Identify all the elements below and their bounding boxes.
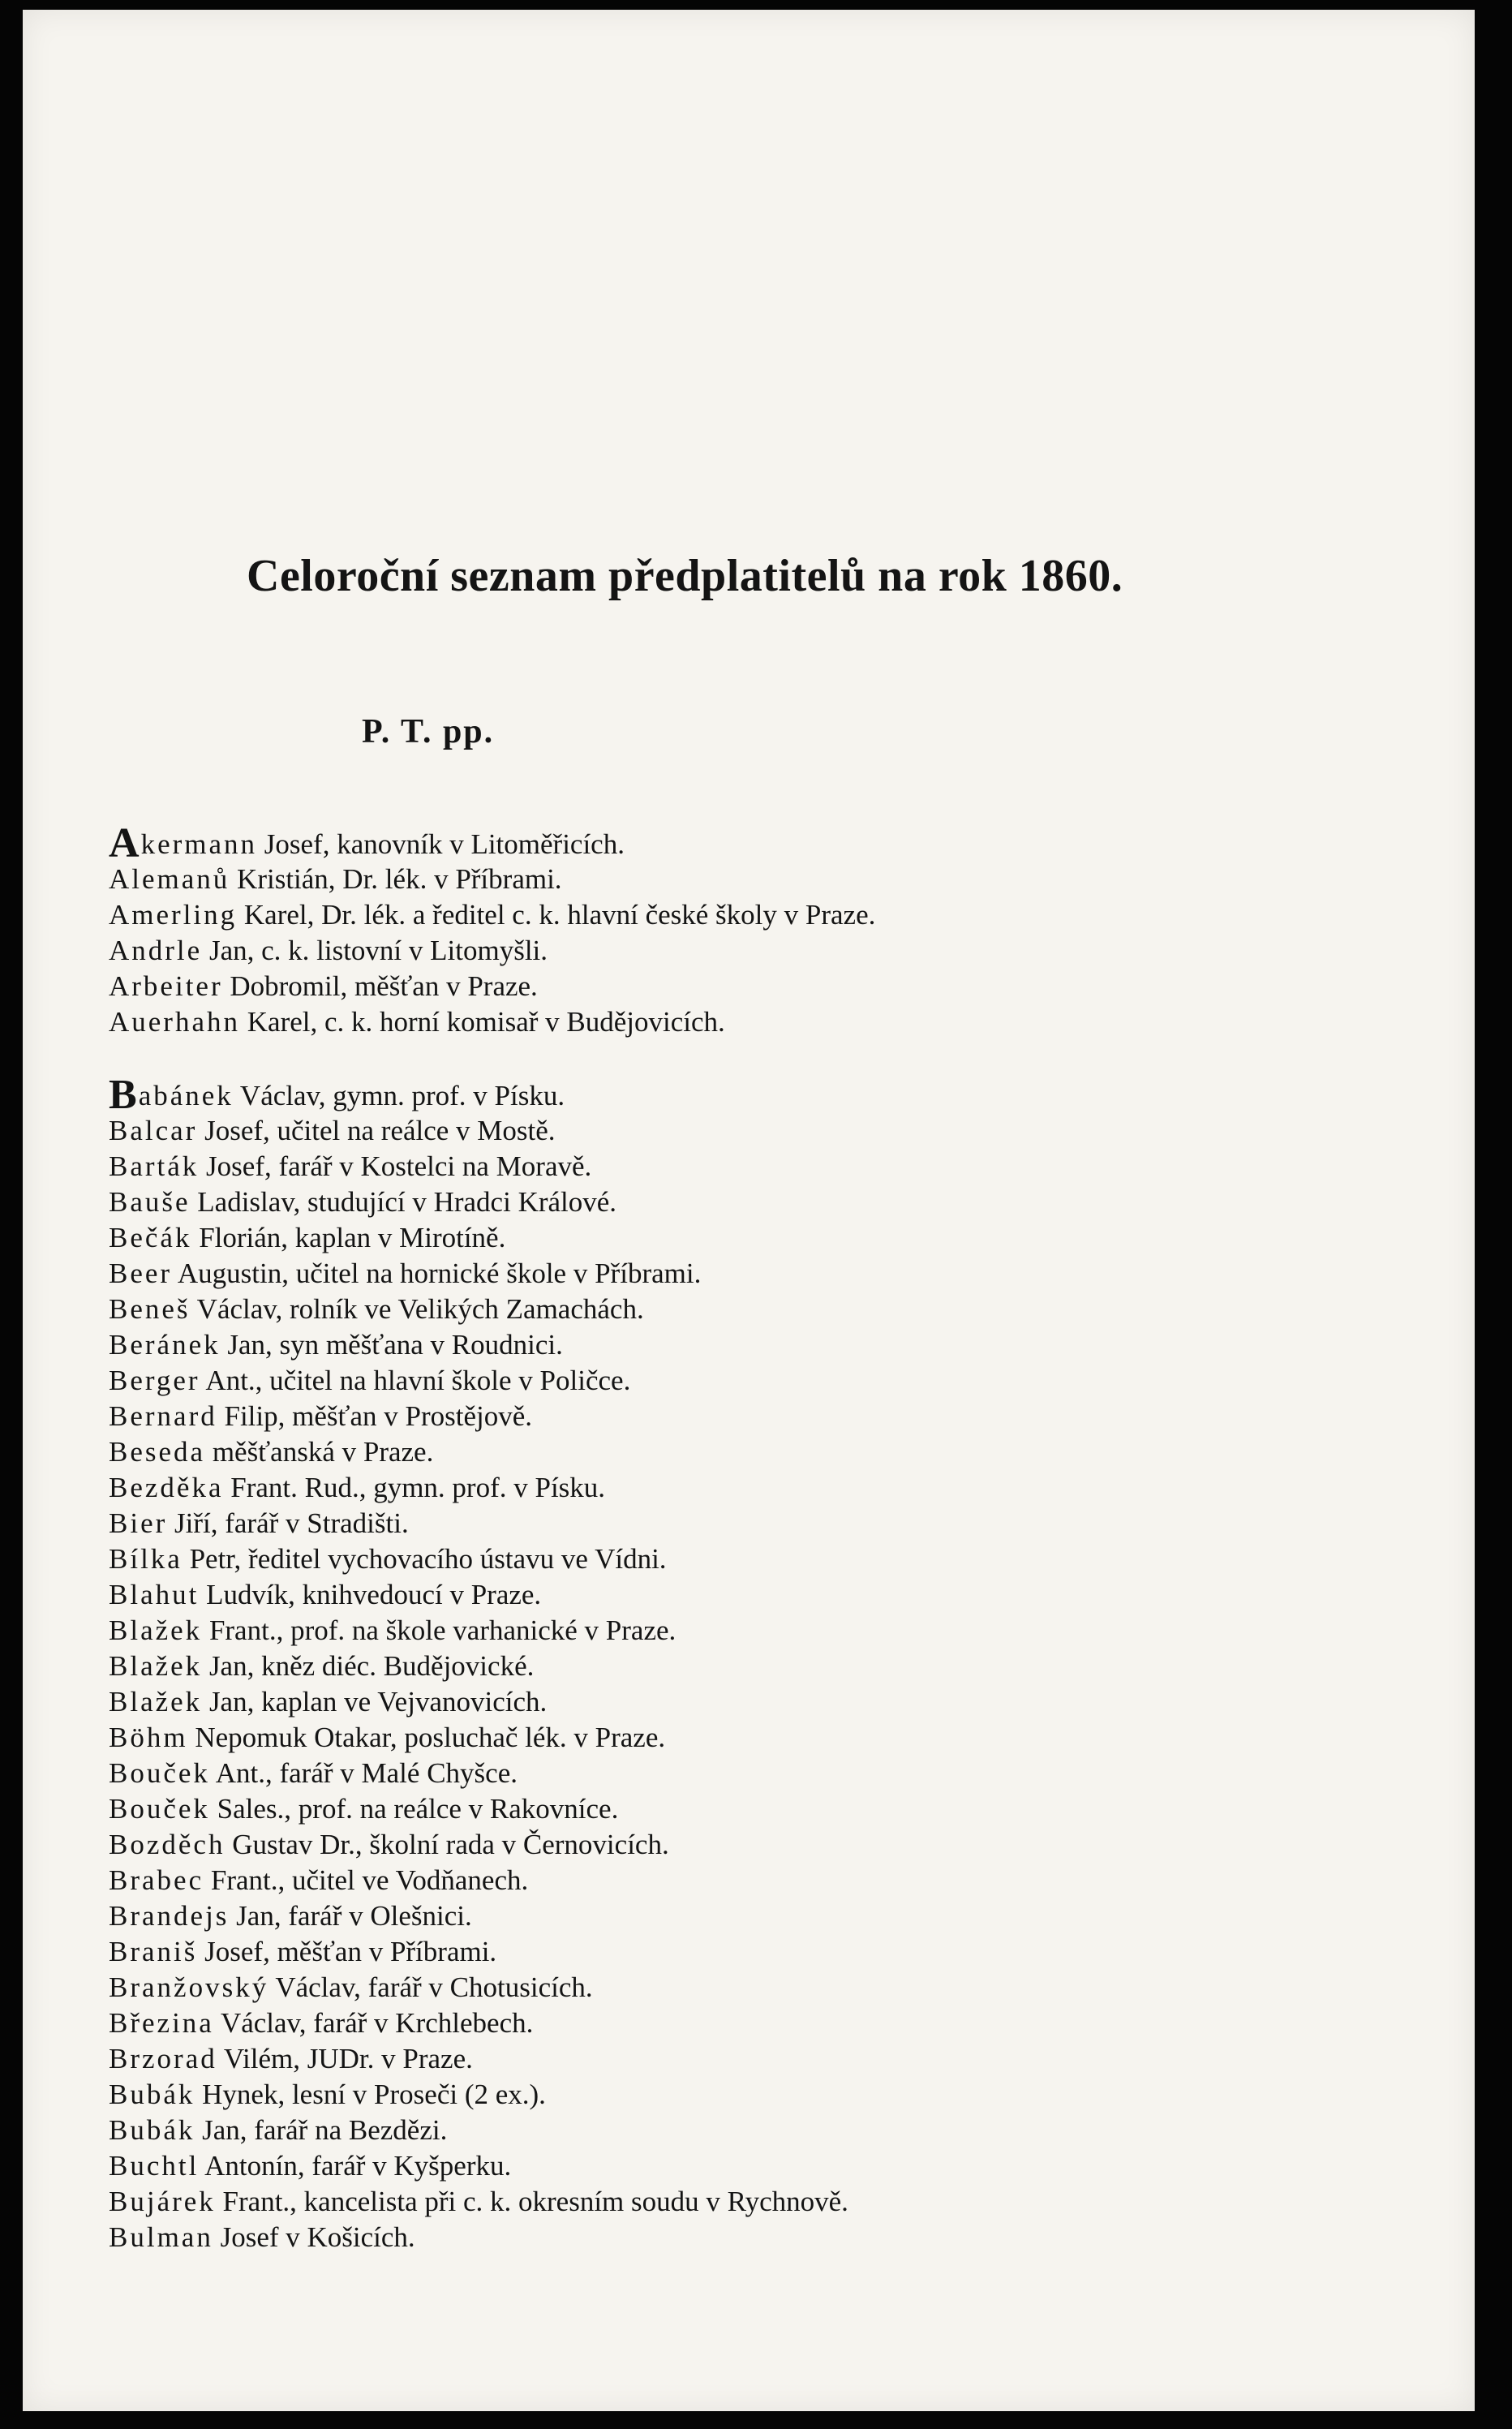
entry-details: Ludvík, knihvedoucí v Praze. [199, 1579, 542, 1610]
list-item [109, 1327, 563, 1363]
surname: Bulman [109, 2221, 213, 2253]
entry-details: Hynek, lesní v Proseči (2 ex.). [195, 2079, 546, 2110]
entry-details: Václav, rolník ve Velikých Zamachách. [190, 1293, 644, 1325]
list-item [109, 1184, 616, 1220]
surname: Beneš [109, 1293, 191, 1325]
entry-details: Josef, měšťan v Příbrami. [197, 1936, 497, 1967]
list-item [109, 1577, 541, 1613]
entry-details: Jiří, farář v Stradišti. [167, 1507, 409, 1539]
list-item [109, 1220, 505, 1256]
list-item [109, 1470, 605, 1506]
list-item [109, 969, 538, 1004]
list-item [109, 1649, 534, 1684]
list-item [109, 1292, 644, 1327]
entry-details: Frant. Rud., gymn. prof. v Písku. [223, 1472, 606, 1503]
entry-details: Jan, c. k. listovní v Litomyšli. [202, 935, 548, 966]
surname: Bouček [109, 1793, 210, 1825]
surname: Barták [109, 1150, 200, 1182]
list-item [109, 1149, 591, 1184]
surname: Andrle [109, 935, 203, 966]
list-item [109, 1399, 532, 1434]
section-initial-b: B [109, 1072, 137, 1118]
list-item [109, 2220, 415, 2255]
list-item [109, 862, 562, 897]
entry-details: Ant., učitel na hlavní škole v Poličce. [200, 1365, 631, 1396]
list-item [109, 1113, 556, 1149]
surname: Brabec [109, 1864, 204, 1896]
surname: Blažek [109, 1614, 203, 1646]
list-item [109, 820, 625, 866]
entry-details: Václav, farář v Krchlebech. [213, 2007, 534, 2039]
surname: Alemanů [109, 863, 230, 895]
entry-details: Gustav Dr., školní rada v Černovicích. [225, 1829, 669, 1860]
list-item [109, 1863, 528, 1898]
list-item [109, 1791, 618, 1827]
entry-details: Jan, farář v Olešnici. [229, 1900, 472, 1932]
entry-details: Jan, kaplan ve Vejvanovicích. [202, 1686, 548, 1717]
list-item [109, 2041, 473, 2077]
entry-details: Josef, farář v Kostelci na Moravě. [199, 1150, 592, 1182]
entry-details: Sales., prof. na reálce v Rakovníce. [209, 1793, 619, 1825]
surname: Berger [109, 1365, 200, 1396]
list-item [109, 1613, 676, 1649]
scanned-page [23, 10, 1475, 2411]
surname: Březina [109, 2007, 214, 2039]
list-item [109, 1434, 433, 1470]
section-initial-a: A [109, 820, 140, 866]
list-item [109, 1363, 630, 1399]
entry-details: Karel, c. k. horní komisař v Budějovicích. [240, 1006, 725, 1038]
surname: Böhm [109, 1722, 188, 1753]
list-item [109, 2113, 447, 2148]
surname: Bílka [109, 1543, 183, 1575]
surname: Bečák [109, 1222, 192, 1253]
list-item [109, 1934, 496, 1970]
surname: Bujárek [109, 2186, 216, 2217]
surname: Bier [109, 1507, 168, 1539]
list-item [109, 1256, 701, 1292]
surname: Auerhahn [109, 1006, 241, 1038]
list-item [109, 1720, 665, 1756]
surname: Beer [109, 1257, 173, 1289]
list-item [109, 1004, 725, 1040]
list-item [109, 1898, 472, 1934]
entry-details: Kristián, Dr. lék. v Příbrami. [230, 863, 562, 895]
surname: Brandejs [109, 1900, 230, 1932]
entry-details: Josef, učitel na reálce v Mostě. [197, 1115, 556, 1146]
surname: Braniš [109, 1936, 198, 1967]
entry-details: Frant., kancelista při c. k. okresním soudu v Rychnově. [215, 2186, 848, 2217]
surname: Beseda [109, 1436, 206, 1468]
surname: Bubák [109, 2114, 195, 2146]
surname: Beránek [109, 1329, 221, 1361]
entry-details: Frant., prof. na škole varhanické v Praze. [202, 1614, 677, 1646]
list-item [109, 1541, 667, 1577]
list-item [109, 1970, 593, 2006]
entry-details: Jan, farář na Bezdězi. [195, 2114, 448, 2146]
list-item [109, 1827, 669, 1863]
list-item [109, 897, 875, 933]
list-item [109, 1506, 409, 1541]
page-header [23, 10, 1475, 29]
entry-details: Augustin, učitel na hornické škole v Příbrami. [172, 1257, 702, 1289]
surname: Bernard [109, 1400, 217, 1432]
entry-details: měšťanská v Praze. [205, 1436, 434, 1468]
page-title: Celoroční seznam předplatitelů na rok 1860. [247, 550, 1123, 601]
entry-details: Václav, gymn. prof. v Písku. [233, 1080, 565, 1111]
surname: abánek [138, 1080, 234, 1111]
surname: Brzorad [109, 2043, 217, 2074]
surname: Bauše [109, 1186, 191, 1218]
entry-details: Jan, kněz diéc. Budějovické. [202, 1650, 535, 1682]
entry-details: Jan, syn měšťana v Roudnici. [220, 1329, 563, 1361]
entry-details: Frant., učitel ve Vodňanech. [204, 1864, 529, 1896]
entry-details: Ladislav, studující v Hradci Králové. [190, 1186, 617, 1218]
surname: Amerling [109, 899, 238, 931]
entry-details: Vilém, JUDr. v Praze. [217, 2043, 473, 2074]
entry-details: Ant., farář v Malé Chyšce. [209, 1757, 518, 1789]
list-item [109, 1756, 518, 1791]
surname: Bezděka [109, 1472, 224, 1503]
entry-details: Karel, Dr. lék. a ředitel c. k. hlavní české školy v Praze. [237, 899, 876, 931]
entry-details: Antonín, farář v Kyšperku. [199, 2150, 512, 2182]
entry-details: Florián, kaplan v Mirotíně. [191, 1222, 506, 1253]
surname: Bouček [109, 1757, 210, 1789]
surname: Arbeiter [109, 970, 223, 1002]
list-item [109, 1684, 547, 1720]
list-item [109, 2148, 511, 2184]
surname: Balcar [109, 1115, 198, 1146]
surname: Blažek [109, 1686, 203, 1717]
surname: Blažek [109, 1650, 203, 1682]
entry-details: Václav, farář v Chotusicích. [268, 1971, 593, 2003]
entry-details: Josef v Košicích. [213, 2221, 415, 2253]
entry-details: Nepomuk Otakar, posluchač lék. v Praze. [187, 1722, 666, 1753]
list-item [109, 933, 548, 969]
list-item [109, 2006, 533, 2041]
surname: Bubák [109, 2079, 195, 2110]
entry-details: Petr, ředitel vychovacího ústavu ve Vídni. [182, 1543, 667, 1575]
salutation: P. T. pp. [362, 713, 495, 750]
surname: kermann [140, 828, 258, 860]
list-item [109, 2184, 848, 2220]
surname: Buchtl [109, 2150, 200, 2182]
entry-details: Dobromil, měšťan v Praze. [222, 970, 538, 1002]
surname: Bozděch [109, 1829, 226, 1860]
surname: Branžovský [109, 1971, 269, 2003]
entry-details: Josef, kanovník v Litoměřicích. [257, 828, 625, 860]
surname: Blahut [109, 1579, 200, 1610]
entry-details: Filip, měšťan v Prostějově. [217, 1400, 532, 1432]
list-item [109, 2077, 546, 2113]
list-item [109, 1072, 565, 1118]
